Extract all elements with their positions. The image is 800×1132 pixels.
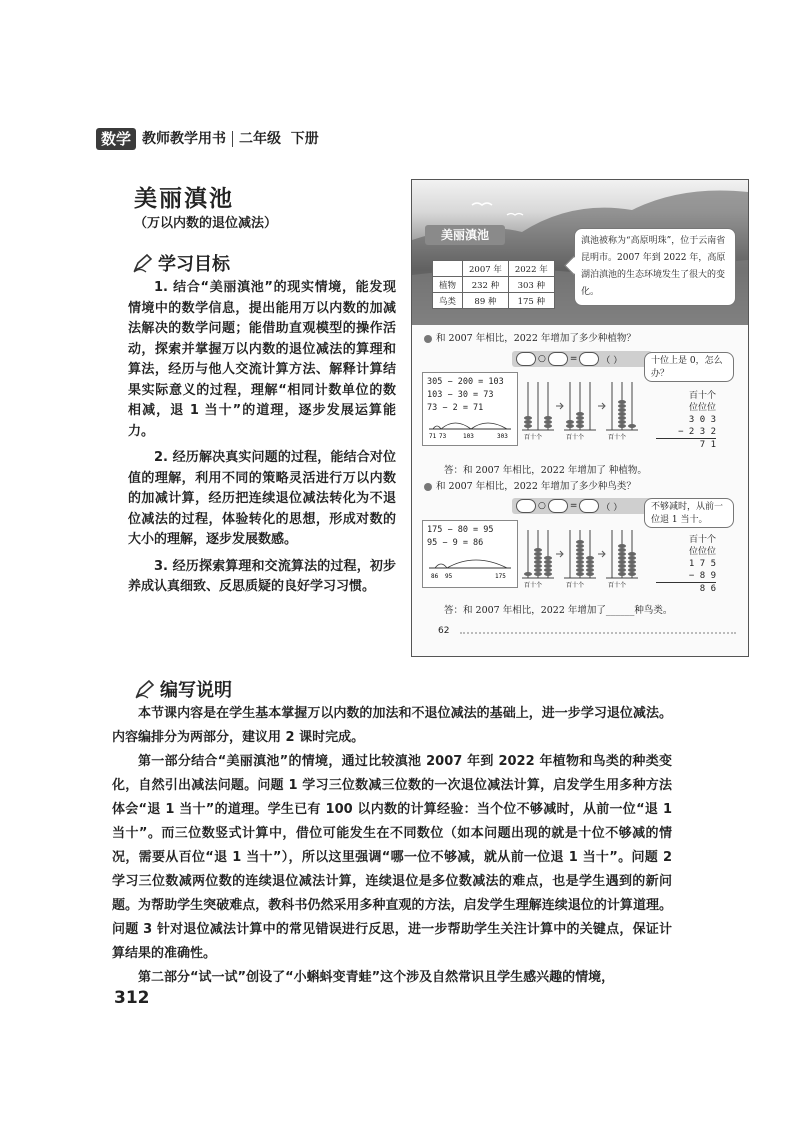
subject-logo: 数学: [96, 128, 136, 150]
bullet-icon: [424, 335, 432, 343]
book-name: 教师教学用书: [142, 131, 226, 147]
paragraph: 本节课内容是在学生基本掌握万以内数的加法和不退位减法的基础上，进一步学习退位减法。内容编排分为两部分，建议用 2 课时完成。: [112, 706, 672, 745]
question-2: 和 2007 年相比，2022 年增加了多少种鸟类？: [424, 478, 636, 492]
hint-bubble-2: 不够减时，从前一位退 1 当十。: [644, 498, 734, 528]
equation-blank-1: ○ = （ ）: [512, 351, 652, 367]
equation-blank-2: ○ = （ ）: [512, 498, 652, 514]
svg-text:百十个: 百十个: [608, 434, 627, 441]
svg-text:百十个: 百十个: [524, 434, 543, 441]
number-line-2: [427, 550, 513, 580]
vertical-calc-2: 百十个 位位位 1 7 5 − 8 9 8 6: [656, 534, 716, 595]
svg-text:百十个: 百十个: [608, 582, 627, 589]
svg-text:303: 303: [497, 433, 508, 439]
pencil-icon: [132, 253, 154, 273]
writing-heading: 编写说明: [134, 676, 232, 702]
objective-item: 1. 结合“美丽滇池”的现实情境，能发现情境中的数学信息，提出能用万以内数的加减法解决的数学问题；能借助直观模型的操作活动，探索并掌握万以内数的退位减法的算理和算法，经历与他人交流计算方法、解释计算结果实际意义的过程，理解“相同计数单位的数相减，退 1 当十”的道理，逐步发展运算能力。: [128, 280, 396, 439]
objective-item: 2. 经历解决真实问题的过程，能结合对位值的理解，利用不同的策略灵活进行万以内数的加减计算，经历把连续退位减法转化为不退位减法的过程，体验转化的思想，形成对数的大小的理解，逐步发展数感。: [128, 450, 396, 547]
table-row: 植物 232 种 303 种: [433, 277, 555, 293]
svg-text:71: 71: [429, 433, 437, 439]
question-1: 和 2007 年相比，2022 年增加了多少种植物？: [424, 330, 636, 344]
calc-steps-2: 175 − 80 = 95 95 − 9 = 86 86 95 175: [422, 520, 518, 588]
textbook-page-number: 62: [438, 626, 450, 636]
objectives-list: [128, 278, 396, 604]
dotted-divider: [460, 632, 736, 634]
writing-body: [112, 702, 672, 990]
answer-2: 答：和 2007 年相比，2022 年增加了______种鸟类。: [444, 605, 673, 616]
lesson-title: 美丽滇池: [134, 186, 234, 212]
calc-steps-1: 305 − 200 = 103 103 − 30 = 73 73 − 2 = 71 71 73 103 303: [422, 372, 518, 446]
svg-text:95: 95: [445, 573, 453, 580]
hint-bubble-1: 十位上是 0，怎么办？: [644, 352, 734, 382]
svg-text:103: 103: [463, 433, 474, 439]
running-header: [142, 128, 319, 150]
page-number: 312: [114, 988, 150, 1008]
svg-text:百十个: 百十个: [524, 582, 543, 589]
svg-text:百十个: 百十个: [566, 434, 585, 441]
table-row: 鸟类 89 种 175 种: [433, 293, 555, 309]
pencil-icon: [134, 679, 156, 699]
objective-item: 3. 经历探索算理和交流算法的过程，初步养成认真细致、反思质疑的良好学习习惯。: [128, 558, 396, 594]
dianchi-note: 滇池被称为“高原明珠”，位于云南省昆明市。2007 年到 2022 年，高原湖泊滇池的生态环境发生了很大的变化。: [574, 228, 736, 306]
table-header-row: 2007 年 2022 年: [433, 261, 555, 277]
objectives-heading: 学习目标: [132, 250, 230, 276]
grade-label: 二年级: [239, 131, 281, 147]
lesson-subtitle: （万以内数的退位减法）: [134, 216, 278, 231]
volume-label: 下册: [290, 131, 319, 147]
svg-text:175: 175: [495, 573, 506, 580]
vertical-calc-1: 百十个 位位位 3 0 3 − 2 3 2 7 1: [656, 390, 716, 451]
number-line-1: [427, 415, 513, 439]
abacus-illustration-1: [520, 376, 640, 442]
abacus-illustration-2: [520, 524, 640, 590]
bullet-icon: [424, 483, 432, 491]
answer-1: 答：和 2007 年相比，2022 年增加了 种植物。: [444, 465, 647, 476]
paragraph: 第一部分结合“美丽滇池”的情境，通过比较滇池 2007 年到 2022 年植物和鸟类的种类变化，自然引出减法问题。问题 1 学习三位数减三位数的一次退位减法计算，启发学生用多种方法体会“退 1 当十”的道理。学生已有 100 以内数的计算经验：当个位不够减时，从前一位“退 1 当十”。而三位数竖式计算中，借位可能发生在不同数位（如本问题出现的就是十位不够减的情况，需要从百位“退 1 当十”），所以这里强调“哪一位不够减，就从前一位退 1 当十”。问题 2 学习三位数减两位数的连续退位减法计算，连续退位是多位数减法的难点，也是学生遇到的新问题。为帮助学生突破难点，教科书仍然采用多种直观的方法，启发学生理解连续退位的计算道理。问题 3 针对退位减法计算中的常见错误进行反思，进一步帮助学生关注计算中的关键点，保证计算结果的准确性。: [112, 754, 672, 961]
paragraph: 第二部分“试一试”创设了“小蝌蚪变青蛙”这个涉及自然常识且学生感兴趣的情境，: [138, 970, 615, 985]
textbook-page-image: [411, 179, 749, 657]
species-table: [432, 260, 555, 309]
textbook-badge: 美丽滇池: [425, 225, 505, 245]
svg-text:百十个: 百十个: [566, 582, 585, 589]
svg-text:86: 86: [431, 573, 439, 580]
svg-text:73: 73: [439, 433, 447, 439]
